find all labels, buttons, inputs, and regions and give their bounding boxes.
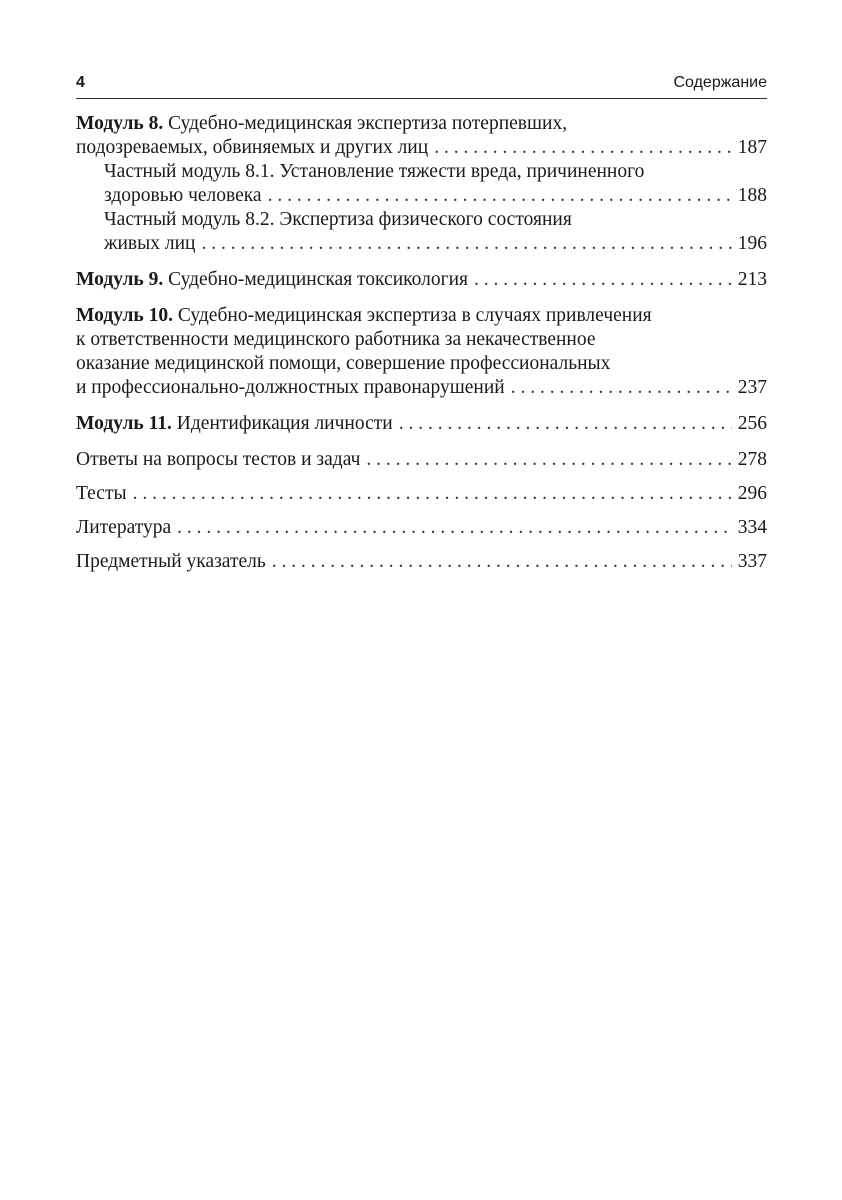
toc-entry-module-8[interactable] (76, 112, 767, 160)
dot-leader (272, 550, 732, 574)
page-ref: 256 (737, 413, 767, 434)
dot-leader (474, 268, 732, 292)
page-number: 4 (76, 74, 85, 91)
module-label: Модуль 9. (76, 269, 164, 290)
module-title-line: к ответственности медицинского работника за некачественное (76, 329, 596, 350)
page-ref: 296 (737, 483, 767, 504)
toc-entry-index[interactable] (76, 550, 767, 574)
toc-entry-module-11[interactable] (76, 412, 767, 436)
submodule-title-line: Частный модуль 8.2. Экспертиза физического состояния (104, 209, 572, 230)
page-ref: 278 (737, 449, 767, 470)
submodule-title-line: живых лиц (104, 233, 196, 254)
page-ref: 196 (737, 233, 767, 254)
module-label: Модуль 8. (76, 113, 164, 134)
dot-leader (434, 136, 732, 160)
entry-title: Ответы на вопросы тестов и задач (76, 449, 361, 470)
table-of-contents (76, 112, 767, 574)
dot-leader (201, 232, 731, 256)
page-ref: 237 (737, 377, 767, 398)
page-ref: 334 (737, 517, 767, 538)
entry-title: Предметный указатель (76, 551, 266, 572)
toc-entry-submodule-8-1[interactable] (76, 160, 767, 208)
page-ref: 188 (737, 185, 767, 206)
module-label: Модуль 11. (76, 413, 172, 434)
dot-leader (268, 184, 732, 208)
dot-leader (366, 448, 731, 472)
running-head (76, 72, 767, 99)
section-title: Содержание (673, 74, 767, 91)
entry-title: Тесты (76, 483, 127, 504)
toc-entry-literature[interactable] (76, 516, 767, 540)
module-label: Модуль 10. (76, 305, 173, 326)
module-title-line: Судебно-медицинская экспертиза потерпевших, (168, 113, 568, 134)
toc-entry-answers[interactable] (76, 448, 767, 472)
submodule-title-line: здоровью человека (104, 185, 262, 206)
page-ref: 337 (737, 551, 767, 572)
dot-leader (133, 482, 732, 506)
dot-leader (177, 516, 732, 540)
module-title-line: подозреваемых, обвиняемых и других лиц (76, 137, 429, 158)
entry-title: Литература (76, 517, 172, 538)
module-title-line: Судебно-медицинская токсикология (168, 269, 469, 290)
dot-leader (511, 376, 732, 400)
toc-entry-submodule-8-2[interactable] (76, 208, 767, 256)
toc-entry-module-10[interactable] (76, 304, 767, 400)
page-ref: 187 (737, 137, 767, 158)
submodule-title-line: Частный модуль 8.1. Установление тяжести вреда, причиненного (104, 161, 645, 182)
module-title-line: и профессионально-должностных правонарушений (76, 377, 505, 398)
page-ref: 213 (737, 269, 767, 290)
module-title-line: оказание медицинской помощи, совершение профессиональных (76, 353, 611, 374)
module-title-line: Идентификация личности (176, 413, 393, 434)
module-title-line: Судебно-медицинская экспертиза в случаях привлечения (177, 305, 652, 326)
dot-leader (399, 412, 732, 436)
toc-entry-module-9[interactable] (76, 268, 767, 292)
toc-entry-tests[interactable] (76, 482, 767, 506)
